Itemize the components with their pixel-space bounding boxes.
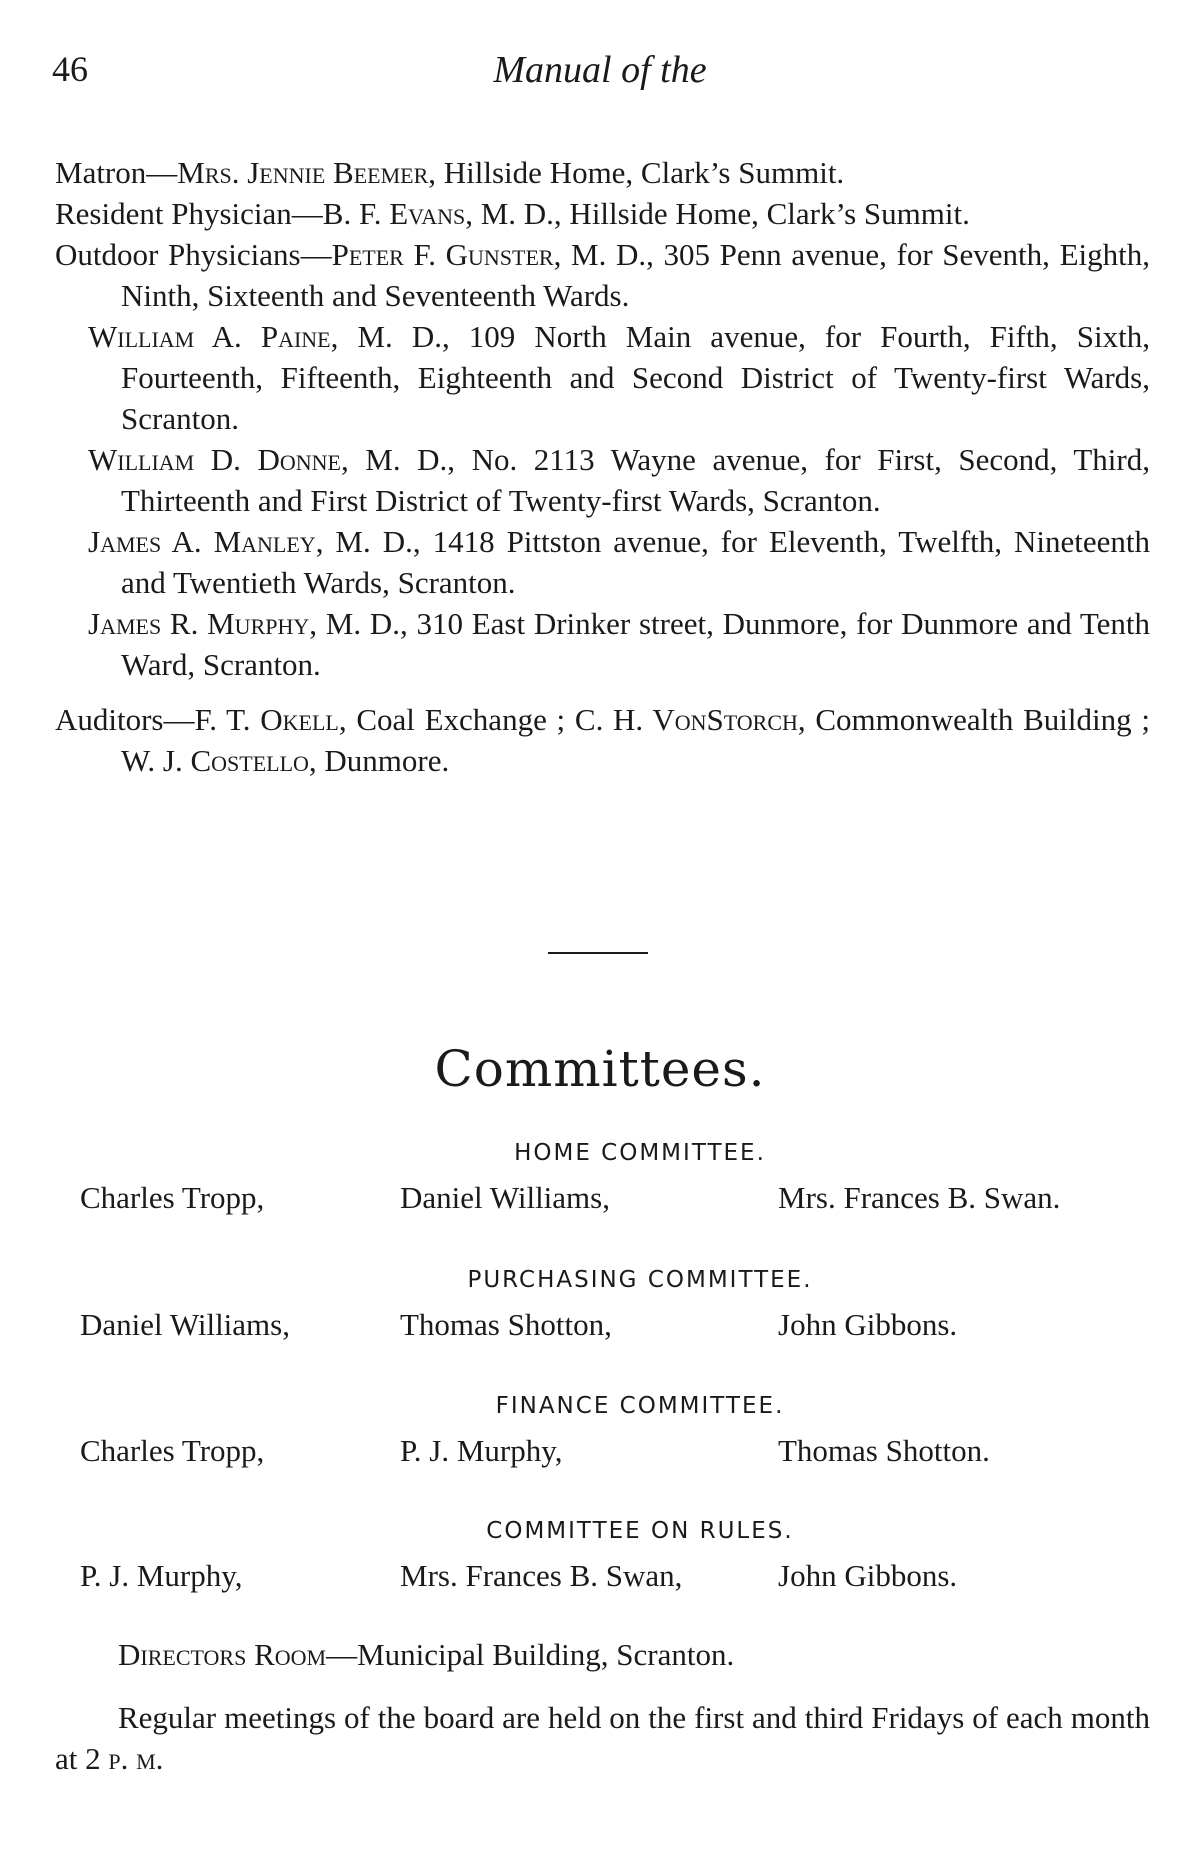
- committee-member: Mrs. Frances B. Swan,: [400, 1558, 683, 1593]
- officer-name: Mrs. Jennie Beemer: [177, 155, 429, 190]
- officer-entry-outdoor-physicians: Outdoor Physicians—Peter F. Gunster, M. D., 305 Penn avenue, for Seventh, Eighth, Ninth, Sixteenth and Seventeenth Wards.: [55, 237, 1150, 313]
- committee-title: HOME COMMITTEE.: [514, 1140, 766, 1166]
- committee-title: FINANCE COMMITTEE.: [495, 1393, 785, 1419]
- meetings-note: Regular meetings of the board are held on the first and third Fridays of each month at 2 p. m.: [55, 1700, 1150, 1776]
- committee-member: Charles Tropp,: [80, 1433, 265, 1468]
- committee-member: John Gibbons.: [778, 1307, 958, 1342]
- officer-name: William D. Donne: [88, 442, 341, 477]
- officer-entry-matron: Matron—Mrs. Jennie Beemer, Hillside Home, Clark’s Summit.: [55, 155, 845, 190]
- officer-entry-resident-physician: Resident Physician—B. F. Evans, M. D., Hillside Home, Clark’s Summit.: [55, 196, 970, 231]
- officer-name: Peter F. Gunster: [331, 237, 554, 272]
- officer-name: William A. Paine: [88, 319, 331, 354]
- directors-room-label: Directors Room: [118, 1637, 327, 1672]
- officer-name: James R. Murphy: [88, 606, 310, 641]
- officer-name: James A. Manley: [88, 524, 316, 559]
- page-number: 46: [52, 49, 88, 89]
- meeting-time: p. m: [108, 1741, 156, 1776]
- outdoor-physician-entry: William A. Paine, M. D., 109 North Main avenue, for Fourth, Fifth, Sixth, Fourteenth, Fifteenth, Eighteenth and Second District of Twenty-first Wards, Scranton.: [88, 319, 1150, 436]
- committee-member: Charles Tropp,: [80, 1180, 265, 1215]
- auditor-name: C. H. VonStorch: [574, 702, 798, 737]
- committee-member: John Gibbons.: [778, 1558, 958, 1593]
- auditors-entry: Auditors—F. T. Okell, Coal Exchange ; C. H. VonStorch, Commonwealth Building ; W. J. Costello, Dunmore.: [55, 702, 1150, 778]
- committee-member: Thomas Shotton.: [778, 1433, 990, 1468]
- outdoor-physician-entry: James R. Murphy, M. D., 310 East Drinker street, Dunmore, for Dunmore and Tenth Ward, Scranton.: [88, 606, 1151, 682]
- committees-heading: Committees.: [434, 1040, 766, 1098]
- committee-member: P. J. Murphy,: [400, 1433, 563, 1468]
- committee-member: Daniel Williams,: [400, 1180, 610, 1215]
- auditor-name: W. J. Costello: [121, 743, 309, 778]
- committee-member: Daniel Williams,: [80, 1307, 290, 1342]
- committee-title: PURCHASING COMMITTEE.: [467, 1267, 813, 1293]
- committee-member: Thomas Shotton,: [400, 1307, 612, 1342]
- outdoor-physician-entry: William D. Donne, M. D., No. 2113 Wayne avenue, for First, Second, Third, Thirteenth and First District of Twenty-first Wards, Scranton.: [88, 442, 1150, 518]
- running-title: Manual of the: [493, 49, 707, 91]
- page-header: [52, 48, 1148, 98]
- auditor-name: F. T. Okell: [194, 702, 339, 737]
- committee-member: P. J. Murphy,: [80, 1558, 243, 1593]
- directors-room: Directors Room—Municipal Building, Scranton.: [118, 1637, 735, 1672]
- committee-title: COMMITTEE ON RULES.: [486, 1518, 794, 1544]
- officer-name: B. F. Evans: [322, 196, 466, 231]
- committee-member: Mrs. Frances B. Swan.: [778, 1180, 1061, 1215]
- officers-list: [55, 152, 1150, 781]
- section-divider: [548, 952, 648, 954]
- outdoor-physician-entry: James A. Manley, M. D., 1418 Pittston avenue, for Eleventh, Twelfth, Nineteenth and Twentieth Wards, Scranton.: [88, 524, 1150, 600]
